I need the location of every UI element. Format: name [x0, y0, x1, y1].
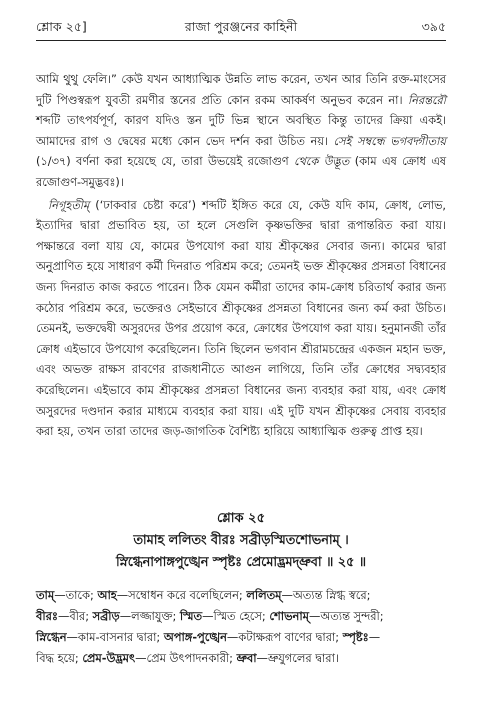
verse-line-1: তামাহ ললিতং বীরঃ সব্রীড়স্মিতশোভনাম্ ।	[133, 533, 349, 548]
text-line: সেবার জন্য। কামের দ্বারা অনুপ্রাণিত হয়ে সাধারণ কর্মী দিনরাত পরিশ্রম করে;	[36, 239, 447, 274]
synonym-term: স্পৃষ্টঃ	[342, 630, 369, 644]
synonyms-block	[36, 585, 446, 669]
text-line: রক্ত-মাংসের দুটি পিণ্ডস্বরূপ যুবতী রমণীর স্তনের প্রতি কোন রকম আকর্ষণ অনুভব	[36, 73, 446, 107]
text-line: রূপান্তরিত করা যায়। পক্ষান্তরে বলা যায় যে, কামের উপযোগ করা যায় শ্রীকৃষ্ণের	[36, 219, 446, 253]
text-line: ক্রোধ, লোভ, ইত্যাদির দ্বারা প্রভাবিত হয়, তা হলে সেগুলি কৃষ্ণভক্তির দ্বারা	[36, 198, 447, 233]
text-fragment: করা উচিত নয়।	[255, 134, 334, 148]
synonym-meaning: —	[368, 630, 381, 644]
sanskrit-term: নিগূহতীম্‌	[48, 198, 90, 212]
text-line: তাঁর ক্রোধের সদ্ব্যবহার করেছিলেন। এইভাবে কাম শ্রীকৃষ্ণের প্রসন্নতা বিধানের	[36, 363, 446, 397]
synonyms-line-2	[36, 606, 446, 627]
sanskrit-term: নিরন্তরৌ	[408, 93, 447, 107]
synonym-meaning: —লজ্জাযুক্ত;	[119, 609, 180, 623]
verse-line-2: স্নিগ্ধেনাপাঙ্গপুঙ্খেন স্পৃষ্টঃ প্রেমোদ্ভ্রমদ্ভ্রুবা ॥ ২৫ ॥	[115, 555, 367, 570]
synonym-term: তাম্	[36, 588, 55, 602]
text-line: তাঁর ক্রোধ এইভাবে উপযোগ করেছিলেন। তিনি ছিলেন ভগবান শ্রীরামচন্দ্রের	[36, 322, 447, 356]
text-line: ভক্তদ্বেষী অসুরদের উপর প্রয়োগ করে, ক্রোধের উপযোগ করা যায়। হনুমানজী	[75, 322, 424, 336]
text-line: জন্য ব্যবহার করা যায়, এবং ক্রোধ অসুরদের দণ্ডদান করার মাধ্যমে ব্যবহার করা	[36, 383, 446, 418]
synonym-meaning: —ভ্রুযুগলের দ্বারা।	[256, 651, 339, 665]
text-line: যেমন কর্মীরা তাদের কাম-ক্রোধ চরিতার্থ করার জন্য কঠোর পরিশ্রম করে,	[36, 280, 447, 315]
synonym-term: প্রেম-উদ্ভ্রমৎ	[82, 651, 136, 665]
synonym-meaning: —প্রেম উৎপাদনকারী;	[135, 651, 237, 665]
synonym-term: ললিতম্	[246, 588, 282, 602]
synonyms-line-1	[36, 585, 446, 606]
text-fragment: শব্দটি তাৎপর্যপূর্ণ, কারণ যদিও স্তন দুটি ভিন্ন স্থানে অবস্থিত	[36, 114, 322, 128]
synonym-term: বীরঃ	[36, 609, 58, 623]
verse-title: শ্লোক ২৫	[216, 511, 266, 526]
synonym-meaning: —স্মিত হেসে;	[202, 609, 270, 623]
synonym-term: অপাঙ্গ-পুঙ্খেন	[163, 630, 227, 644]
text-line: একজন মহান ভক্ত, এবং অভক্ত রাক্ষস রাবণের রাজধানীতে আগুন লাগিয়ে, তিনি	[36, 342, 446, 377]
synonym-term: স্নিগ্ধেন	[36, 630, 67, 644]
synonym-term: ভ্রুবা	[236, 651, 257, 665]
synonym-term: স্মিত	[179, 609, 203, 623]
text-line: ভক্তেরও সেইভাবে শ্রীকৃষ্ণের প্রসন্নতা বিধানের জন্য কর্ম করা উচিত। তেমনই,	[36, 301, 446, 336]
text-fragment: (‘ঢাকবার চেষ্টা করে’) শব্দটি ইঙ্গিত করে যে, কেউ যদি কাম,	[89, 198, 379, 212]
text-fragment: (১/৩৭) বর্ণনা করা হয়েছে যে,	[36, 155, 176, 169]
text-line: কিন্তু তাদের ক্রিয়া একই। আমাদের রাগ ও দ্বেষের মধ্যে কোন ভেদ দর্শন	[36, 114, 446, 148]
synonym-meaning: —কাম-বাসনার দ্বারা;	[66, 630, 164, 644]
synonym-term: শোভনাম্	[269, 609, 309, 623]
synonyms-line-4	[36, 648, 446, 669]
text-line: যায়। এই দুটি যখন শ্রীকৃষ্ণের সেবায় ব্যবহার করা হয়, তখন তারা তাদের	[36, 404, 446, 439]
purport-paragraph-2	[36, 196, 446, 443]
text-line: আমি থুথু ফেলি।” কেউ যখন আধ্যাত্মিক উন্নতি লাভ করেন, তখন আর তিনি	[36, 73, 388, 86]
purport-body	[36, 70, 446, 443]
purport-paragraph-1	[36, 70, 446, 194]
synonym-meaning: —বীর;	[57, 609, 93, 623]
synonym-meaning: বিদ্ধ হয়ে;	[36, 651, 83, 665]
page-number: ৩৯৫	[421, 19, 446, 34]
synonym-meaning: —তাকে;	[54, 588, 98, 602]
text-fragment: করেন না।	[357, 93, 409, 107]
text-fragment: (কাম এষ ক্রোধ এষ রজোগুণ-সমুদ্ভবঃ)।	[36, 155, 447, 189]
synonym-term: সব্রীড়	[92, 609, 120, 623]
text-fragment: তারা উভয়েই রজোগুণ	[181, 155, 294, 169]
text-line: জড়-জাগতিক বৈশিষ্ট্য হারিয়ে আধ্যাত্মিক গুরুত্ব প্রাপ্ত হয়।	[162, 425, 423, 439]
text-line: তেমনই ভক্ত শ্রীকৃষ্ণের প্রসন্নতা বিধানের জন্য দিনরাত কাজ করতে পারেন। ঠিক	[36, 260, 447, 294]
synonyms-line-3	[36, 627, 446, 648]
synonym-term: আহ	[97, 588, 117, 602]
header-divider	[36, 40, 446, 41]
synonym-meaning: —কটাক্ষরূপ বাণের দ্বারা;	[226, 630, 343, 644]
verse-reference: শ্লোক ২৫]	[36, 19, 87, 34]
synonym-meaning: —অত্যন্ত স্নিগ্ধ স্বরে;	[281, 588, 371, 602]
synonym-meaning: —সম্বোধন করে বলেছিলেন;	[116, 588, 247, 602]
chapter-title: রাজা পুরঞ্জনের কাহিনী	[184, 19, 298, 34]
italic-phrase: থেকে উদ্ভূত	[294, 155, 350, 169]
synonym-meaning: —অত্যন্ত সুন্দরী;	[308, 609, 384, 623]
scripture-reference: সেই সম্বন্ধে ভগবদ্গীতায়	[333, 134, 446, 148]
page-header	[36, 16, 446, 38]
verse-block	[36, 508, 446, 574]
